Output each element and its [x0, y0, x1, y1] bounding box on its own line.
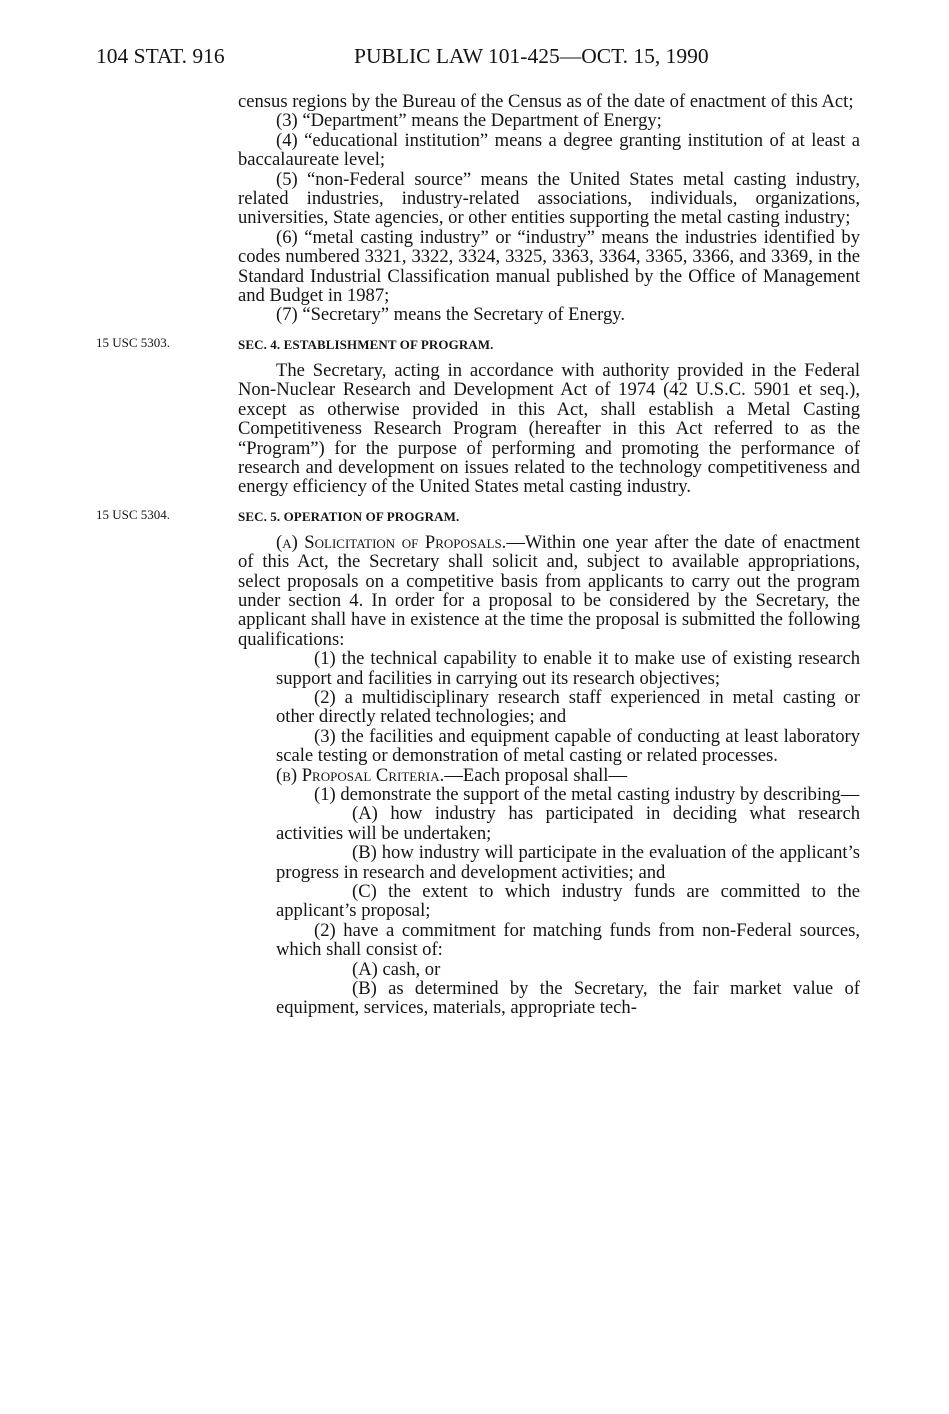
- section-heading: SEC. 5. OPERATION OF PROGRAM.: [238, 508, 460, 524]
- section-heading: SEC. 4. ESTABLISHMENT OF PROGRAM.: [238, 336, 494, 352]
- law-title: PUBLIC LAW 101-425—OCT. 15, 1990: [354, 44, 709, 68]
- qualification-2: (2) a multidisciplinary research staff experienced in metal casting or other directly related technologies; and: [276, 686, 860, 728]
- section-4-text: The Secretary, acting in accordance with authority provided in the Federal Non-Nuclear Research and Development Act of 1974 (42 U.S.C. 5901 et seq.), except as otherwise provided in this Act, shall establish a Metal Casting Competitiveness Research Program (hereafter in this Act referred to as the “Program”) for the purpose of performing and promoting the performance of research and development on issues related to the technology competitiveness and energy efficiency of the United States metal casting industry.: [238, 359, 860, 498]
- subsection-a-heading: (a) Solicitation of Proposals.: [276, 531, 507, 553]
- section-4-header: [96, 334, 860, 352]
- criterion-2: (2) have a commitment for matching funds from non-Federal sources, which shall consist of:: [276, 919, 860, 961]
- definition-continuation: census regions by the Bureau of the Census as of the date of enactment of this Act;: [238, 91, 854, 112]
- criterion-1-a: (A) how industry has participated in deciding what research activities will be undertaken;: [276, 803, 860, 844]
- qualification-3: (3) the facilities and equipment capable of conducting at least laboratory scale testing or demonstration of metal casting or related processes.: [276, 725, 860, 767]
- page-number: 104 STAT. 916: [96, 44, 225, 68]
- subsection-a: [238, 533, 860, 649]
- criterion-2-a: (A) cash, or: [352, 958, 441, 980]
- definition-5: (5) “non-Federal source” means the United States metal casting industry, related industries, industry-related associations, individuals, organizations, universities, State agencies, or other entities supporting the metal casting industry;: [238, 168, 860, 229]
- criterion-2-b: (B) as determined by the Secretary, the fair market value of equipment, services, materials, appropriate tech-: [276, 978, 860, 1019]
- section-5-header: [96, 506, 860, 524]
- subsection-a-text: —Within one year after the date of enactment of this Act, the Secretary shall solicit and, subject to available appropriations, select proposals on a competitive basis from applicants to carry out the program under section 4. In order for a proposal to be considered by the Secretary, the applicant shall have in existence at the time the proposal is submitted the following qualifications:: [238, 531, 860, 650]
- criterion-1: (1) demonstrate the support of the metal casting industry by describing—: [314, 784, 860, 805]
- criterion-1-b: (B) how industry will participate in the evaluation of the applicant’s progress in research and development activities; and: [276, 842, 860, 883]
- subsection-b: [238, 766, 860, 785]
- margin-citation: 15 USC 5303.: [96, 334, 171, 350]
- criterion-1-c: (C) the extent to which industry funds are committed to the applicant’s proposal;: [276, 881, 860, 922]
- margin-citation: 15 USC 5304.: [96, 506, 171, 522]
- subsection-b-text: —Each proposal shall—: [444, 764, 628, 786]
- definition-6: (6) “metal casting industry” or “industry” means the industries identified by codes numbered 3321, 3322, 3324, 3325, 3363, 3364, 3365, 3366, and 3369, in the Standard Industrial Classification manual published by the Office of Management and Budget in 1987;: [238, 226, 860, 307]
- qualification-1: (1) the technical capability to enable it to make use of existing research support and facilities in carrying out its research objectives;: [276, 648, 860, 689]
- document-body: [96, 91, 860, 1019]
- subsection-b-heading: (b) Proposal Criteria.: [276, 764, 445, 786]
- definition-7: (7) “Secretary” means the Secretary of Energy.: [276, 304, 625, 326]
- definition-3: (3) “Department” means the Department of Energy;: [276, 110, 662, 132]
- page-header: [96, 44, 856, 74]
- definition-4: (4) “educational institution” means a degree granting institution of at least a baccalaureate level;: [238, 129, 860, 171]
